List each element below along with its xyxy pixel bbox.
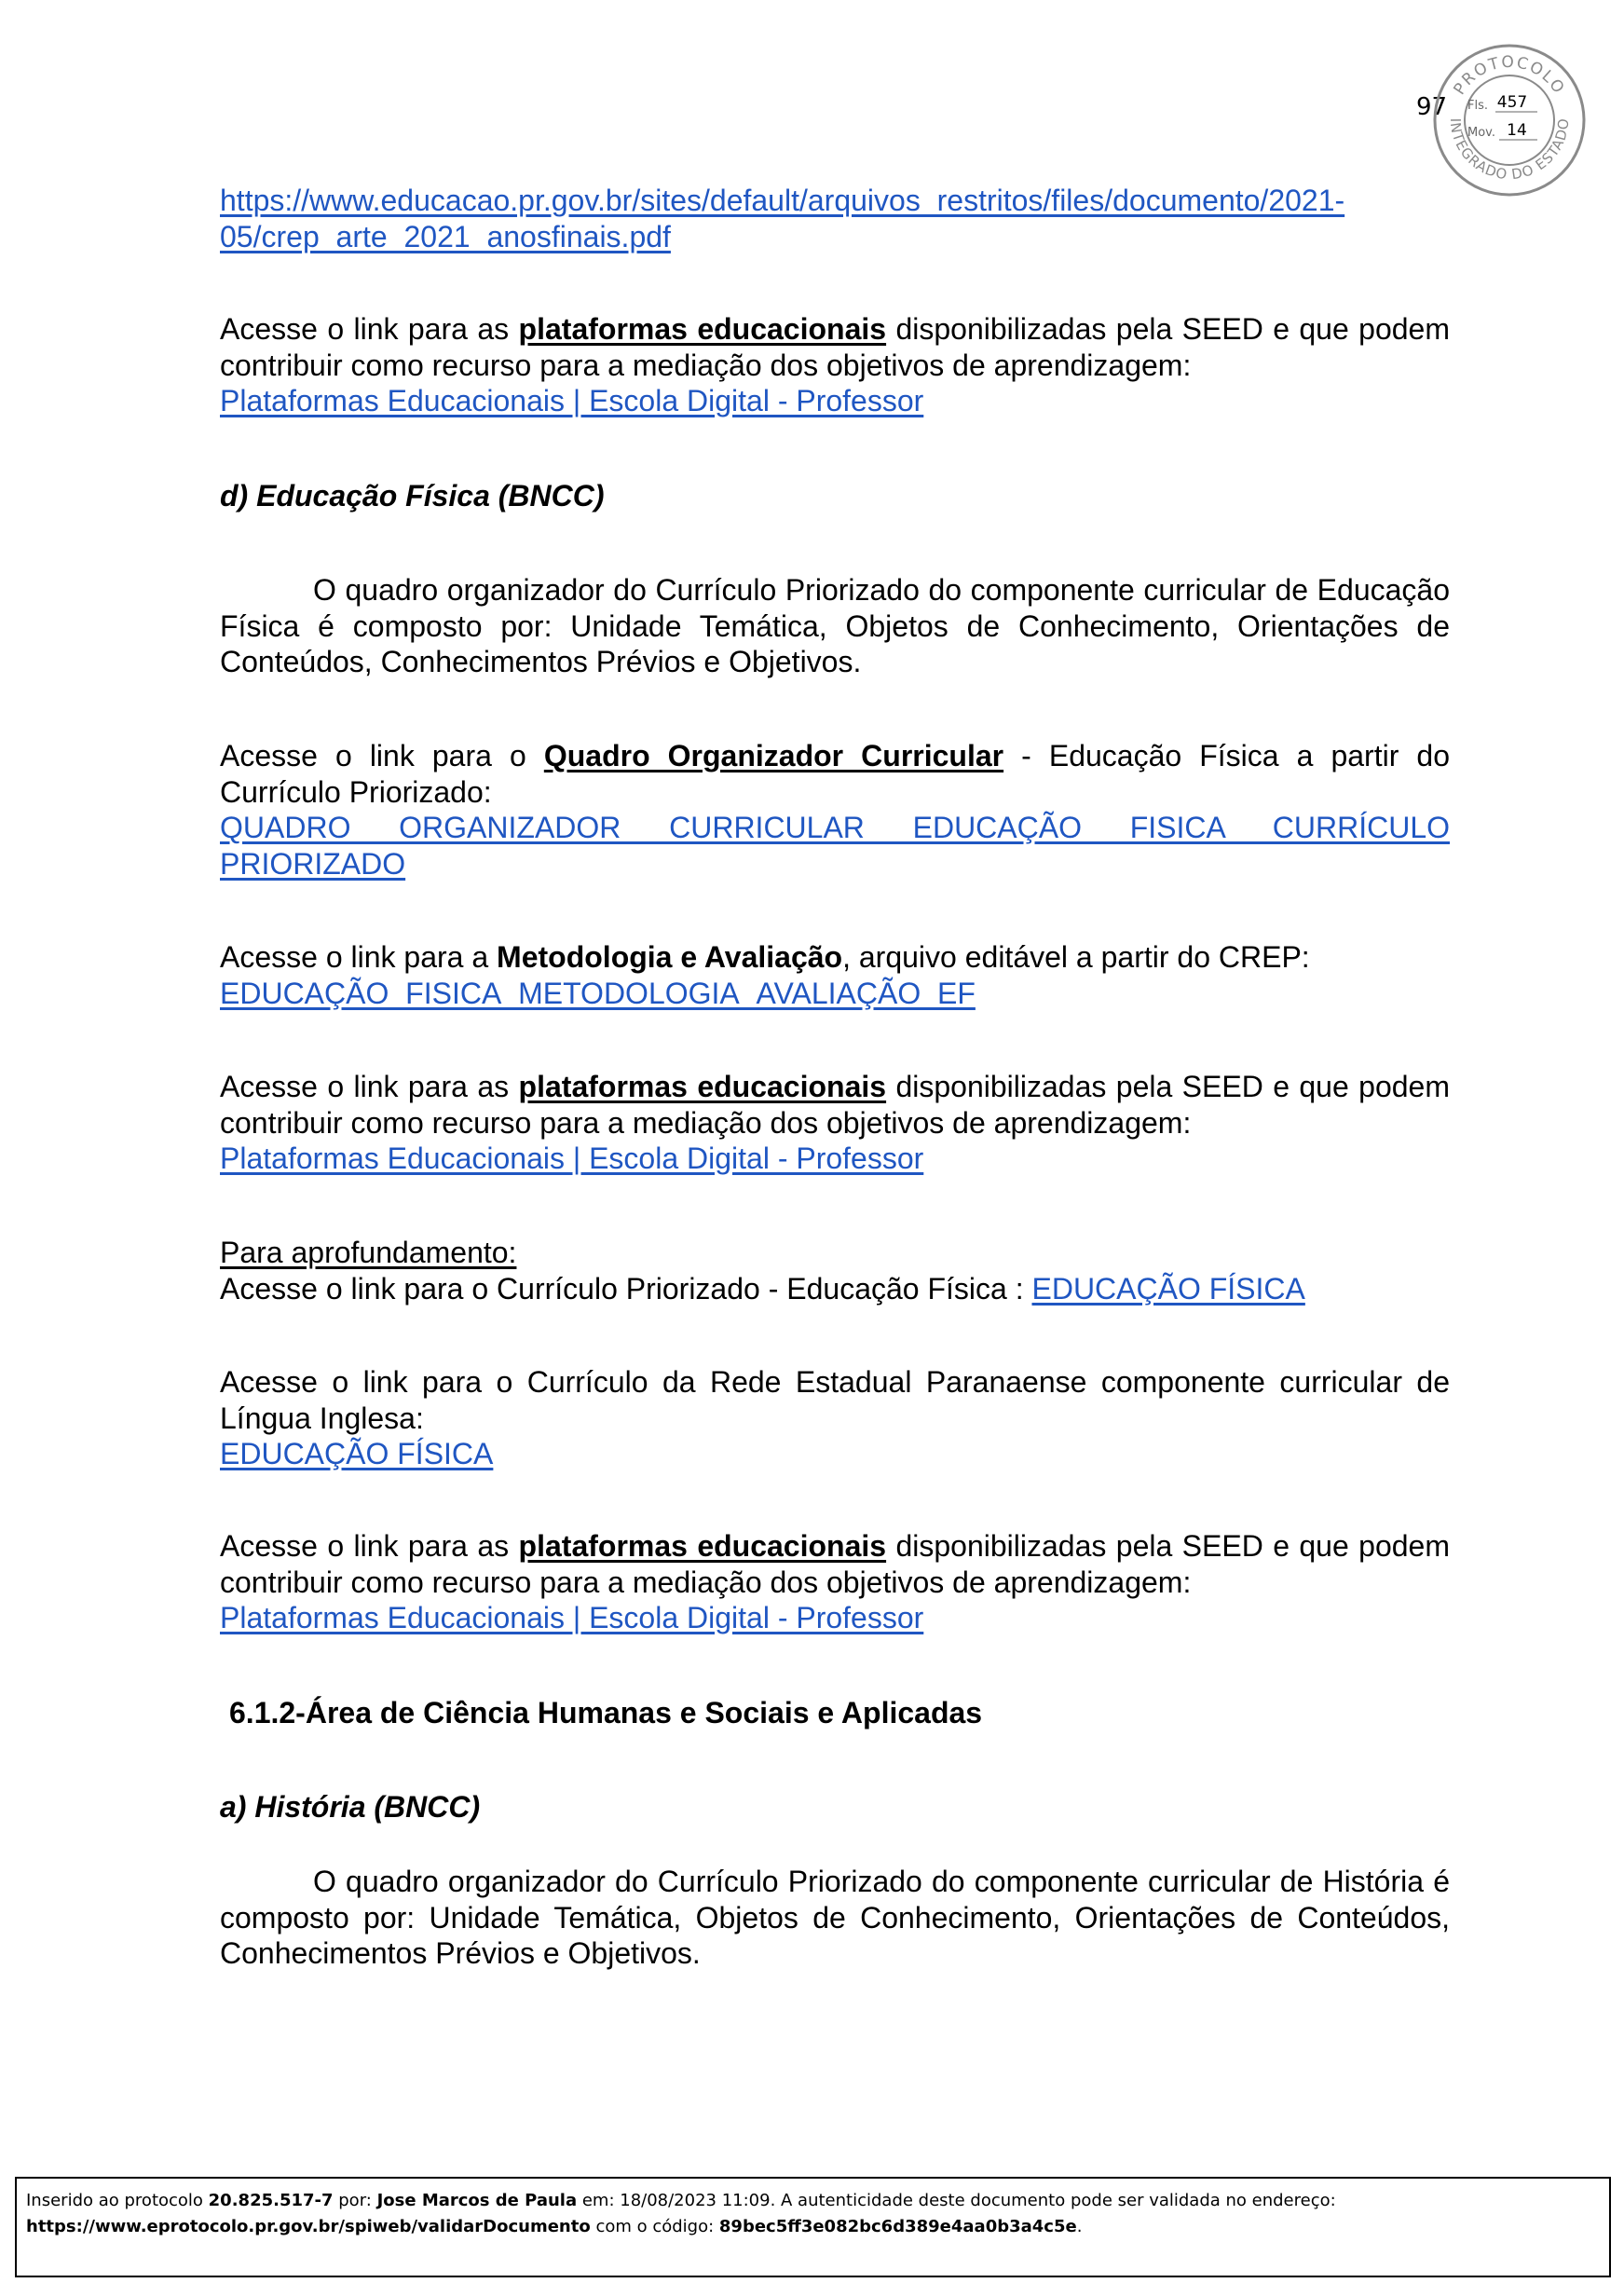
ef-intro-paragraph: O quadro organizador do Currículo Priorizado do componente curricular de Educação Física é composto por: Unidade Temática, Objetos de Conhecimento, Orientações de Conteúdos, Conhecimentos Prévios e Objetivos. xyxy=(220,573,1450,678)
text: Acesse o link para as xyxy=(220,1070,519,1103)
aprofundamento-paragraph xyxy=(220,1235,1450,1306)
historia-intro-paragraph: O quadro organizador do Currículo Priorizado do componente curricular de História é composto por: Unidade Temática, Objetos de Conhecimento, Orientações de Conteúdos, Conhecimentos Prévios e Objetivos. xyxy=(220,1865,1450,1970)
text: . xyxy=(1076,2217,1083,2236)
stamp-fls-label: Fls. xyxy=(1467,99,1488,113)
heading-educacao-fisica: d) Educação Física (BNCC) xyxy=(220,479,605,513)
platforms-link-3[interactable]: Plataformas Educacionais | Escola Digital - Professor xyxy=(220,1601,924,1634)
metodologia-link[interactable]: EDUCAÇÃO_FISICA_METODOLOGIA_AVALIAÇÃO_EF xyxy=(220,976,976,1010)
text: Acesse o link para o Currículo Priorizado - Educação Física : xyxy=(220,1271,1032,1306)
text: Acesse o link para as xyxy=(220,1529,519,1563)
text: Acesse o link para o xyxy=(220,739,544,772)
rede-paragraph xyxy=(220,1364,1450,1472)
stamp-mov-value: 14 xyxy=(1507,121,1527,140)
qoc-link-line2[interactable]: PRIORIZADO xyxy=(220,846,406,881)
bold-text: Quadro Organizador Curricular xyxy=(543,739,1004,772)
metodologia-paragraph xyxy=(220,939,1450,1011)
text: com o código: xyxy=(590,2217,719,2236)
stamp-fls-value: 457 xyxy=(1496,93,1528,112)
text: Inserido ao protocolo xyxy=(26,2191,209,2210)
platforms-link-1[interactable]: Plataformas Educacionais | Escola Digital - Professor xyxy=(220,384,924,417)
page-number: 97 xyxy=(1416,93,1448,121)
text: Acesse o link para as xyxy=(220,312,519,346)
text: em: 18/08/2023 11:09. A autenticidade deste documento pode ser validada no endereço: xyxy=(577,2191,1336,2210)
educacao-fisica-link-2[interactable]: EDUCAÇÃO FÍSICA xyxy=(220,1437,494,1470)
text: - Educação Física a partir do Currículo Priorizado: xyxy=(220,739,1451,809)
validation-code: 89bec5ff3e082bc6d389e4aa0b3a4c5e xyxy=(718,2217,1077,2236)
platforms-paragraph-2 xyxy=(220,1069,1450,1177)
text: por: xyxy=(333,2191,377,2210)
heading-area-ciencias-humanas: 6.1.2-Área de Ciência Humanas e Sociais e Aplicadas xyxy=(229,1696,983,1729)
aprofundamento-title: Para aprofundamento: xyxy=(220,1236,517,1269)
stamp-ring-bottom: INTEGRADO DO ESTADO xyxy=(1446,116,1573,184)
qoc-paragraph xyxy=(220,738,1450,882)
qoc-link-line1[interactable]: QUADRO ORGANIZADOR CURRICULAR EDUCAÇÃO FISICA CURRÍCULO xyxy=(220,811,1450,844)
text: disponibilizadas pela SEED e que podem contribuir como recurso para a mediação dos objetivos de aprendizagem: xyxy=(220,1070,1451,1140)
platforms-paragraph-3 xyxy=(220,1528,1450,1636)
educacao-fisica-link-1[interactable]: EDUCAÇÃO FÍSICA xyxy=(1031,1271,1305,1306)
bold-text: plataformas educacionais xyxy=(518,1070,887,1103)
text: disponibilizadas pela SEED e que podem contribuir como recurso para a mediação dos objetivos de aprendizagem: xyxy=(220,1529,1451,1599)
text: disponibilizadas pela SEED e que podem contribuir como recurso para a mediação dos objetivos de aprendizagem: xyxy=(220,312,1451,382)
stamp-ring-top: PROTOCOLO xyxy=(1450,52,1569,99)
platforms-paragraph-1 xyxy=(220,311,1450,419)
stamp-mov-label: Mov. xyxy=(1467,126,1495,140)
author-name: Jose Marcos de Paula xyxy=(376,2191,578,2210)
protocol-stamp xyxy=(1430,41,1589,199)
bold-text: plataformas educacionais xyxy=(518,1529,887,1563)
footer-authentication-box xyxy=(15,2177,1611,2277)
bold-text: Metodologia e Avaliação xyxy=(497,940,843,974)
validation-url[interactable]: https://www.eprotocolo.pr.gov.br/spiweb/validarDocumento xyxy=(26,2217,591,2236)
heading-historia: a) História (BNCC) xyxy=(220,1790,481,1824)
url-paragraph xyxy=(220,183,1450,254)
protocol-number: 20.825.517-7 xyxy=(208,2191,334,2210)
bold-text: plataformas educacionais xyxy=(518,312,887,346)
rede-text: Acesse o link para o Currículo da Rede Estadual Paranaense componente curricular de Língua Inglesa: xyxy=(220,1365,1450,1435)
text: , arquivo editável a partir do CREP: xyxy=(842,940,1310,974)
crep-arte-link-line2[interactable]: 05/crep_arte_2021_anosfinais.pdf xyxy=(220,219,671,253)
text: Acesse o link para a xyxy=(220,940,498,974)
crep-arte-link-line1[interactable]: https://www.educacao.pr.gov.br/sites/default/arquivos_restritos/files/documento/2021- xyxy=(220,184,1345,217)
platforms-link-2[interactable]: Plataformas Educacionais | Escola Digital - Professor xyxy=(220,1142,924,1175)
